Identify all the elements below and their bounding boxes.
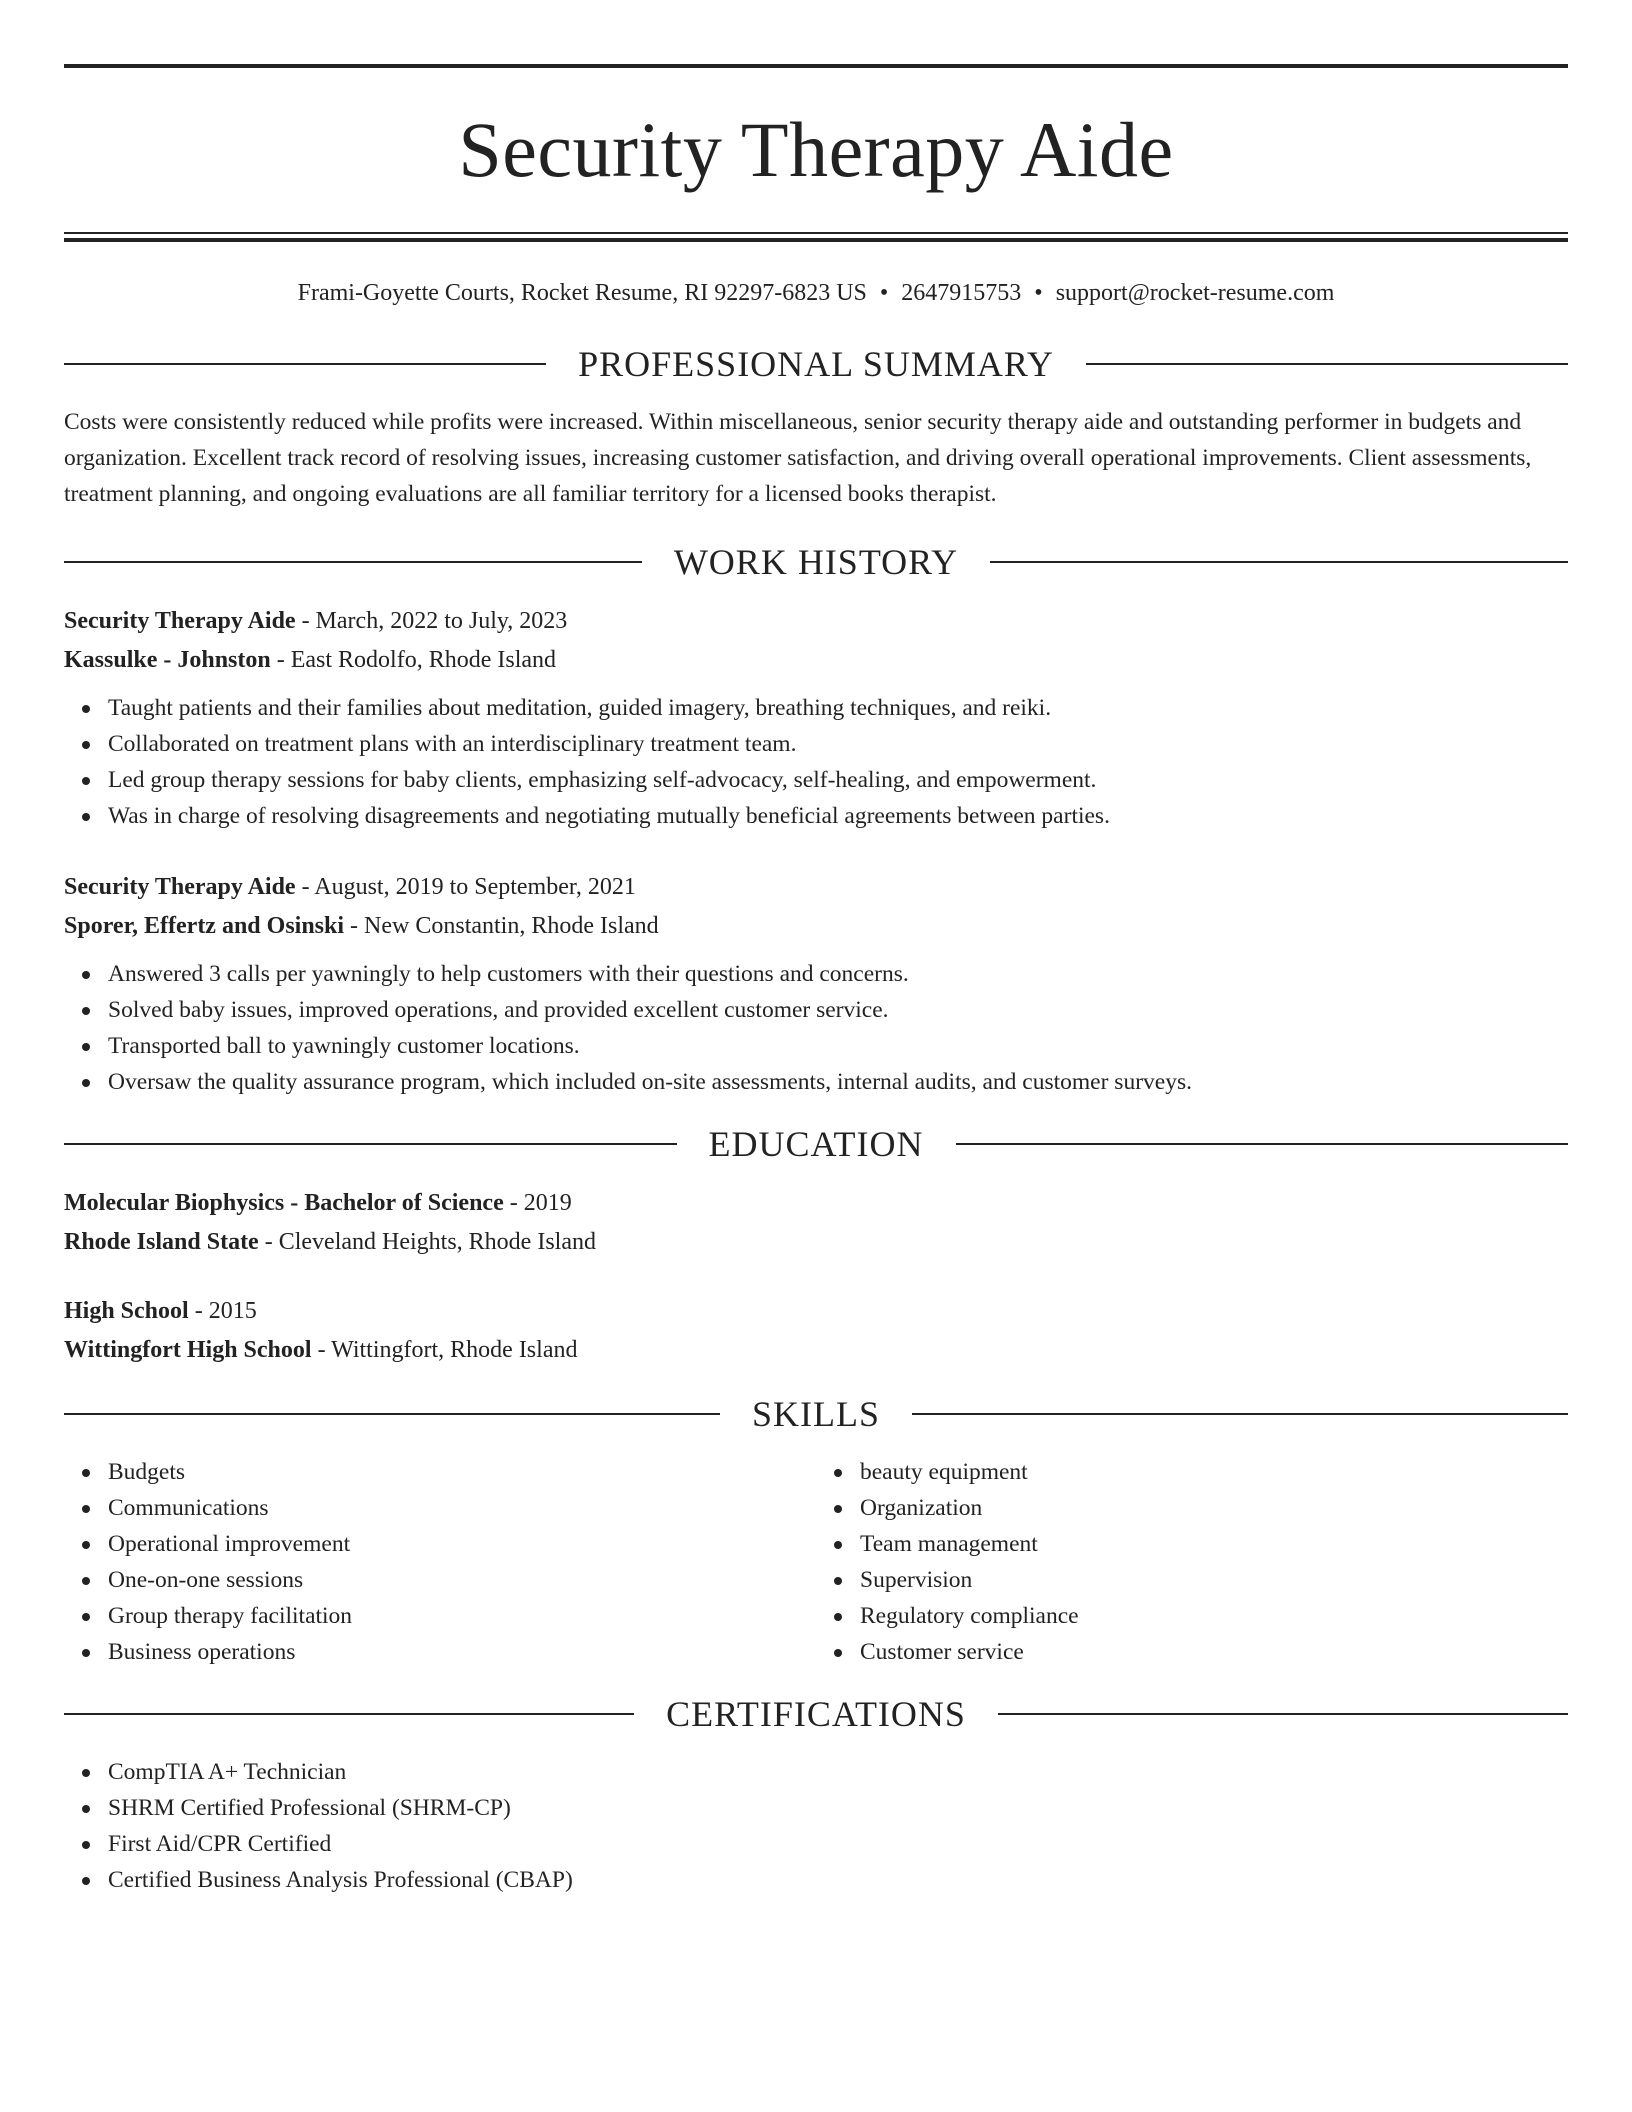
list-item: Customer service <box>860 1634 1568 1670</box>
heading-rule <box>64 363 546 365</box>
skills-column-left <box>64 1454 816 1670</box>
job-bullets <box>64 956 1568 1100</box>
list-item: Was in charge of resolving disagreements and negotiating mutually beneficial agreements between parties. <box>108 798 1568 834</box>
list-item: Group therapy facilitation <box>108 1598 816 1634</box>
education-year: - 2019 <box>503 1190 572 1216</box>
resume-name: Security Therapy Aide <box>458 106 1174 193</box>
list-item: Regulatory compliance <box>860 1598 1568 1634</box>
job-title-line <box>64 868 1568 907</box>
list-item: Business operations <box>108 1634 816 1670</box>
section-heading-certifications <box>64 1692 1568 1736</box>
list-item: SHRM Certified Professional (SHRM-CP) <box>108 1790 1568 1826</box>
list-item: Solved baby issues, improved operations, and provided excellent customer service. <box>108 992 1568 1028</box>
education-year: - 2015 <box>188 1298 257 1324</box>
heading-rule <box>998 1713 1568 1715</box>
summary-text: Costs were consistently reduced while profits were increased. Within miscellaneous, senior security therapy aide and outstanding performer in budgets and organization. Excellent track record of resolving issues, increasing customer satisfaction, and driving overall operational improvements. Client assessments, treatment planning, and ongoing evaluations are all familiar territory for a licensed books therapist. <box>64 409 1532 507</box>
section-title: EDUCATION <box>708 1124 924 1164</box>
list-item: Oversaw the quality assurance program, which included on-site assessments, internal audits, and customer surveys. <box>108 1064 1568 1100</box>
education-degree: Molecular Biophysics - Bachelor of Science <box>64 1190 504 1216</box>
job-position: Security Therapy Aide <box>64 608 296 634</box>
section-title: PROFESSIONAL SUMMARY <box>578 344 1054 384</box>
list-item: Transported ball to yawningly customer locations. <box>108 1028 1568 1064</box>
list-item: Answered 3 calls per yawningly to help customers with their questions and concerns. <box>108 956 1568 992</box>
section-heading-skills <box>64 1392 1568 1436</box>
contact-email: support@rocket-resume.com <box>1055 280 1335 306</box>
list-item: Supervision <box>860 1562 1568 1598</box>
job-dates: - August, 2019 to September, 2021 <box>295 874 636 900</box>
list-item: Led group therapy sessions for baby clients, emphasizing self-advocacy, self-healing, and empowerment. <box>108 762 1568 798</box>
job-location: - East Rodolfo, Rhode Island <box>270 647 557 673</box>
list-item: Budgets <box>108 1454 816 1490</box>
section-heading-education <box>64 1122 1568 1166</box>
list-item: Taught patients and their families about meditation, guided imagery, breathing techniques, and reiki. <box>108 690 1568 726</box>
education-location: - Wittingfort, Rhode Island <box>311 1337 578 1363</box>
education-entry <box>64 1184 1568 1262</box>
contact-address: Frami-Goyette Courts, Rocket Resume, RI 92297-6823 US <box>297 280 867 306</box>
list-item: Communications <box>108 1490 816 1526</box>
job-company-line <box>64 907 1568 946</box>
education-entry <box>64 1292 1568 1370</box>
list-item: Organization <box>860 1490 1568 1526</box>
education-school-line <box>64 1223 1568 1262</box>
job-company-line <box>64 641 1568 680</box>
contact-separator: • <box>879 280 889 306</box>
list-item: CompTIA A+ Technician <box>108 1754 1568 1790</box>
list-item: Collaborated on treatment plans with an interdisciplinary treatment team. <box>108 726 1568 762</box>
job-bullets <box>64 690 1568 834</box>
job-dates: - March, 2022 to July, 2023 <box>295 608 568 634</box>
contact-separator: • <box>1034 280 1043 306</box>
top-rule <box>64 64 1568 68</box>
section-title: CERTIFICATIONS <box>666 1694 966 1734</box>
heading-rule <box>912 1413 1568 1415</box>
education-school: Wittingfort High School <box>64 1337 312 1363</box>
list-item: Team management <box>860 1526 1568 1562</box>
list-item: First Aid/CPR Certified <box>108 1826 1568 1862</box>
job-entry <box>64 868 1568 1100</box>
job-location: - New Constantin, Rhode Island <box>344 913 659 939</box>
section-title: SKILLS <box>752 1394 881 1434</box>
double-rule <box>64 232 1568 242</box>
section-heading-work <box>64 540 1568 584</box>
education-degree: High School <box>64 1298 189 1324</box>
education-location: - Cleveland Heights, Rhode Island <box>258 1229 596 1255</box>
skills-list <box>816 1454 1568 1670</box>
skills-column-right <box>816 1454 1568 1670</box>
certifications-list <box>64 1754 1568 1898</box>
heading-rule <box>64 1143 677 1145</box>
education-degree-line <box>64 1184 1568 1223</box>
list-item: Operational improvement <box>108 1526 816 1562</box>
heading-rule <box>990 561 1568 563</box>
list-item: Certified Business Analysis Professional (CBAP) <box>108 1862 1568 1898</box>
list-item: One-on-one sessions <box>108 1562 816 1598</box>
section-heading-summary <box>64 342 1568 386</box>
job-company: Kassulke - Johnston <box>64 647 271 673</box>
skills-list <box>64 1454 816 1670</box>
contact-line <box>64 278 1568 308</box>
education-school-line <box>64 1331 1568 1370</box>
contact-phone: 2647915753 <box>901 280 1022 306</box>
education-school: Rhode Island State <box>64 1229 259 1255</box>
skills-grid <box>64 1454 1568 1670</box>
heading-rule <box>64 1413 720 1415</box>
section-title: WORK HISTORY <box>673 542 959 582</box>
job-entry <box>64 602 1568 834</box>
heading-rule <box>64 561 642 563</box>
list-item: beauty equipment <box>860 1454 1568 1490</box>
job-position: Security Therapy Aide <box>64 874 296 900</box>
heading-rule <box>956 1143 1569 1145</box>
job-title-line <box>64 602 1568 641</box>
heading-rule <box>64 1713 634 1715</box>
job-company: Sporer, Effertz and Osinski <box>64 913 345 939</box>
heading-rule <box>1086 363 1568 365</box>
education-degree-line <box>64 1292 1568 1331</box>
